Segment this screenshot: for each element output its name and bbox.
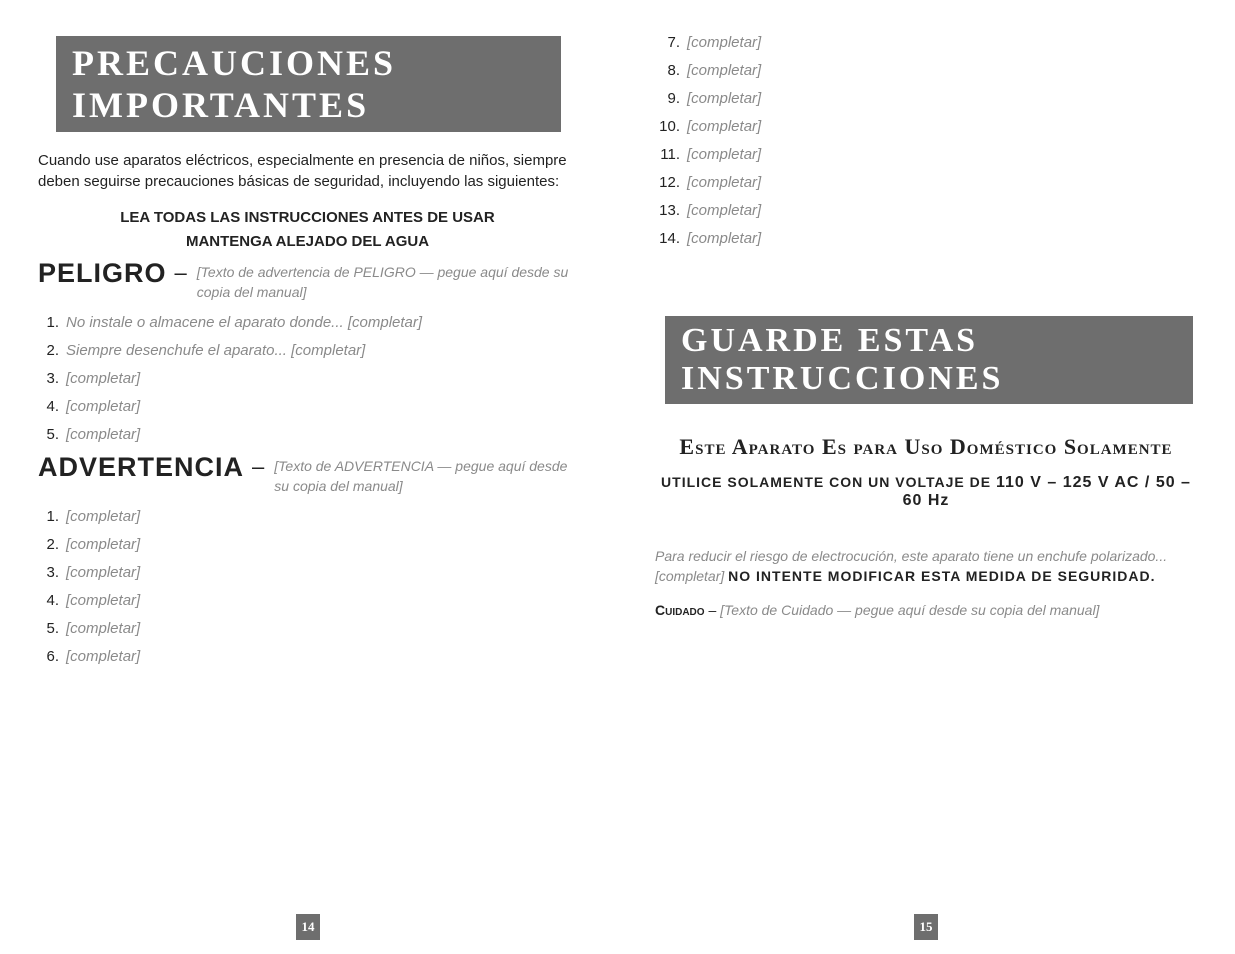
list-item-number: 1. xyxy=(46,314,59,331)
voltage-value: 110 V – 125 V AC / 50 – 60 Hz xyxy=(902,474,1191,509)
list-item-number: 11. xyxy=(660,146,680,163)
list-item xyxy=(38,312,577,334)
list-item xyxy=(38,396,577,418)
list-item xyxy=(655,60,1197,82)
list-item-text: [completar] xyxy=(66,508,141,525)
list-item-number: 10. xyxy=(659,118,680,135)
list-item-number: 4. xyxy=(46,592,59,609)
polarized-plug-paragraph xyxy=(655,546,1197,586)
list-item-number: 5. xyxy=(46,620,59,637)
list-item-text: [completar] xyxy=(66,564,141,581)
list-item xyxy=(655,172,1197,194)
danger-block xyxy=(38,258,577,302)
list-item-text: [completar] xyxy=(687,174,762,191)
list-item-text: [completar] xyxy=(66,648,141,665)
list-item-text: [completar] xyxy=(66,536,141,553)
danger-text: [Texto de advertencia de PELIGRO — pegue aquí desde su copia del manual] xyxy=(196,264,569,300)
list-item-number: 12. xyxy=(659,174,680,191)
warning-text: [Texto de ADVERTENCIA — pegue aquí desde su copia del manual] xyxy=(274,458,568,494)
warning-label: ADVERTENCIA xyxy=(38,452,245,482)
list-item-number: 6. xyxy=(46,648,59,665)
caution-paragraph: Cuidado – [Texto de Cuidado — pegue aquí desde su copia del manual] xyxy=(655,602,1100,618)
polarized-plug-strong: NO INTENTE MODIFICAR ESTA MEDIDA DE SEGURIDAD. xyxy=(728,568,1156,584)
intro-paragraph: Cuando use aparatos eléctricos, especialmente en presencia de niños, siempre deben seguirse precauciones básicas de seguridad, incluyendo las siguientes: xyxy=(38,152,567,190)
title-banner-left: PRECAUCIONES IMPORTANTES xyxy=(56,36,561,132)
notice-read-instructions: LEA TODAS LAS INSTRUCCIONES ANTES DE USAR xyxy=(120,209,495,226)
page-number-left: 14 xyxy=(296,914,320,940)
list-item xyxy=(655,228,1197,250)
list-item-number: 3. xyxy=(46,564,59,581)
voltage-line xyxy=(655,474,1197,510)
voltage-prefix: UTILICE SOLAMENTE CON UN VOLTAJE DE xyxy=(661,474,992,490)
danger-dash: – xyxy=(174,260,187,285)
list-item xyxy=(38,506,577,528)
notice-keep-away-water: MANTENGA ALEJADO DEL AGUA xyxy=(185,233,430,250)
left-page xyxy=(0,0,617,954)
list-item-text: [completar] xyxy=(687,34,762,51)
list-item-number: 2. xyxy=(46,536,59,553)
warning-dash: – xyxy=(252,454,265,479)
list-item-number: 5. xyxy=(46,426,59,443)
list-item xyxy=(655,32,1197,54)
list-item xyxy=(655,116,1197,138)
list-item-text: [completar] xyxy=(66,398,141,415)
list-item-text: [completar] xyxy=(66,370,141,387)
list-item-text: [completar] xyxy=(687,202,762,219)
danger-label: PELIGRO xyxy=(38,258,167,288)
list-item-text: [completar] xyxy=(687,90,762,107)
list-item xyxy=(655,88,1197,110)
list-item-text: [completar] xyxy=(66,620,141,637)
list-item-text: [completar] xyxy=(66,592,141,609)
list-item-text: Siempre desenchufe el aparato... [completar] xyxy=(66,342,366,359)
page-number-right: 15 xyxy=(914,914,938,940)
list-item xyxy=(38,534,577,556)
list-item-number: 1. xyxy=(46,508,59,525)
warning-block xyxy=(38,452,577,496)
right-page xyxy=(617,0,1235,954)
list-item xyxy=(38,368,577,390)
list-item xyxy=(38,340,577,362)
list-item-number: 2. xyxy=(46,342,59,359)
list-item xyxy=(38,646,577,668)
list-item xyxy=(38,424,577,446)
list-item-number: 8. xyxy=(667,62,680,79)
list-item-number: 9. xyxy=(667,90,680,107)
list-item-number: 3. xyxy=(46,370,59,387)
caution-label: Cuidado xyxy=(655,602,705,618)
list-item xyxy=(38,618,577,640)
caution-text: [Texto de Cuidado — pegue aquí desde su copia del manual] xyxy=(720,602,1100,618)
list-item xyxy=(38,590,577,612)
list-item xyxy=(655,144,1197,166)
list-item-text: [completar] xyxy=(687,230,762,247)
list-item xyxy=(38,562,577,584)
danger-list xyxy=(38,312,577,446)
list-item-number: 7. xyxy=(667,34,680,51)
list-item-text: [completar] xyxy=(66,426,141,443)
warning-list xyxy=(38,506,577,668)
list-item-text: No instale o almacene el aparato donde... [completar] xyxy=(66,314,423,331)
list-item xyxy=(655,200,1197,222)
polarized-plug-text: Para reducir el riesgo de electrocución, este aparato tiene un enchufe polarizado... [completar] xyxy=(655,548,1168,584)
title-banner-right: GUARDE ESTAS INSTRUCCIONES xyxy=(665,316,1193,404)
list-item-text: [completar] xyxy=(687,146,762,163)
continued-list xyxy=(655,32,1197,250)
list-item-text: [completar] xyxy=(687,62,762,79)
list-item-number: 14. xyxy=(659,230,680,247)
household-use-heading: Este Aparato Es para Uso Doméstico Solamente xyxy=(679,434,1173,459)
list-item-number: 4. xyxy=(46,398,59,415)
list-item-number: 13. xyxy=(659,202,680,219)
list-item-text: [completar] xyxy=(687,118,762,135)
